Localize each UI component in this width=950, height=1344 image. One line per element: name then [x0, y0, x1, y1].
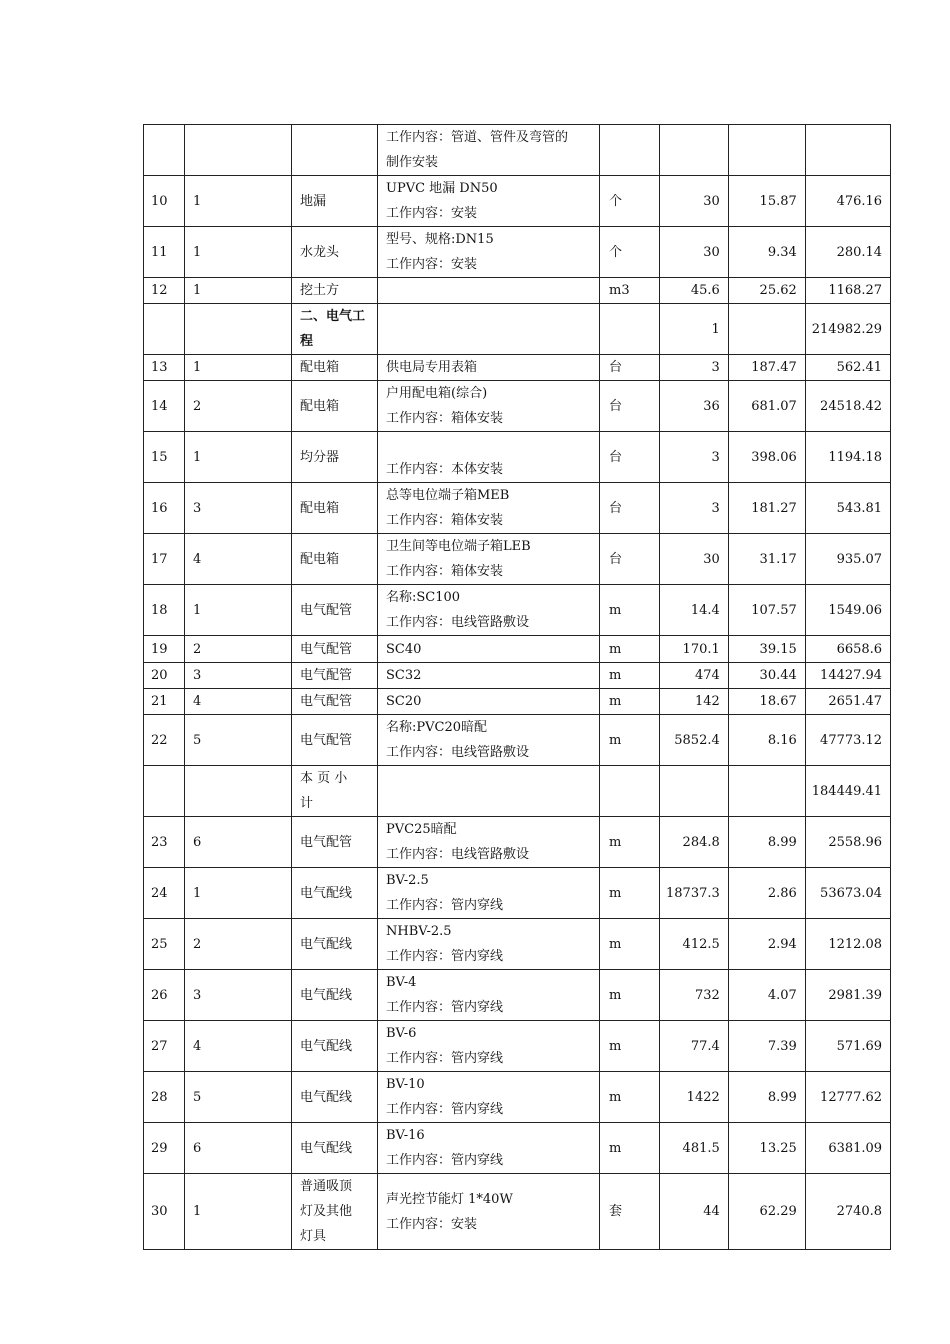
- seq-cell: 12: [144, 278, 185, 304]
- quantity-cell: 36: [660, 381, 729, 432]
- table-row: [144, 1072, 891, 1123]
- item-name-cell: 水龙头: [292, 227, 378, 278]
- item-description-cell: [378, 663, 600, 689]
- unit-price-cell: 39.15: [728, 636, 805, 663]
- sub-seq-cell: 3: [185, 663, 292, 689]
- unit-price-cell: 7.39: [728, 1021, 805, 1072]
- item-description-cell: [378, 636, 600, 663]
- total-price-cell: 6381.09: [805, 1123, 890, 1174]
- unit-cell: m: [600, 663, 660, 689]
- unit-cell: 台: [600, 432, 660, 483]
- description-line: 工作内容：管内穿线: [386, 1000, 504, 1015]
- quantity-cell: 412.5: [660, 919, 729, 970]
- total-price-cell: 935.07: [805, 534, 890, 585]
- unit-price-cell: 9.34: [728, 227, 805, 278]
- unit-cell: m: [600, 1123, 660, 1174]
- sub-seq-cell: 1: [185, 176, 292, 227]
- item-name-cell: 二、电气工程: [292, 304, 378, 355]
- total-price-cell: 543.81: [805, 483, 890, 534]
- table-row: [144, 355, 891, 381]
- description-line: 工作内容：箱体安装: [386, 513, 504, 528]
- unit-cell: 个: [600, 227, 660, 278]
- item-name-cell: 配电箱: [292, 355, 378, 381]
- item-name-cell: 电气配管: [292, 663, 378, 689]
- item-name-line: 灯具: [300, 1229, 327, 1244]
- description-line: 工作内容：管内穿线: [386, 1051, 504, 1066]
- total-price-cell: 571.69: [805, 1021, 890, 1072]
- quantity-cell: [660, 125, 729, 176]
- quantity-cell: 30: [660, 534, 729, 585]
- table-row: [144, 381, 891, 432]
- unit-cell: 台: [600, 381, 660, 432]
- sub-seq-cell: 2: [185, 636, 292, 663]
- seq-cell: 16: [144, 483, 185, 534]
- unit-cell: 台: [600, 355, 660, 381]
- item-description-cell: [378, 585, 600, 636]
- total-price-cell: 184449.41: [805, 766, 890, 817]
- table-row: [144, 1123, 891, 1174]
- item-name-cell: 配电箱: [292, 381, 378, 432]
- description-line: BV-4: [386, 975, 417, 990]
- total-price-cell: 14427.94: [805, 663, 890, 689]
- item-name-cell: 电气配线: [292, 1072, 378, 1123]
- table-row: [144, 1174, 891, 1250]
- seq-cell: [144, 125, 185, 176]
- unit-cell: 个: [600, 176, 660, 227]
- item-name-cell: 配电箱: [292, 483, 378, 534]
- table-row: [144, 585, 891, 636]
- description-line: 工作内容：本体安装: [386, 462, 504, 477]
- total-price-cell: 1194.18: [805, 432, 890, 483]
- description-line: BV-6: [386, 1026, 417, 1041]
- seq-cell: 30: [144, 1174, 185, 1250]
- table-row: [144, 176, 891, 227]
- item-name-line: 普通吸顶: [300, 1179, 353, 1194]
- description-line: 供电局专用表箱: [386, 360, 478, 375]
- total-price-cell: 1212.08: [805, 919, 890, 970]
- description-line: SC40: [386, 641, 422, 657]
- unit-cell: [600, 766, 660, 817]
- table-row: [144, 919, 891, 970]
- total-price-cell: 1168.27: [805, 278, 890, 304]
- unit-price-cell: [728, 125, 805, 176]
- total-price-cell: 53673.04: [805, 868, 890, 919]
- seq-cell: 18: [144, 585, 185, 636]
- unit-price-cell: 4.07: [728, 970, 805, 1021]
- seq-cell: 25: [144, 919, 185, 970]
- item-name-cell: 电气配线: [292, 1123, 378, 1174]
- total-price-cell: 280.14: [805, 227, 890, 278]
- total-price-cell: 6658.6: [805, 636, 890, 663]
- total-price-cell: [805, 125, 890, 176]
- item-description-cell: [378, 1174, 600, 1250]
- item-name-cell: 挖土方: [292, 278, 378, 304]
- item-description-cell: [378, 766, 600, 817]
- table-row: [144, 766, 891, 817]
- total-price-cell: 2981.39: [805, 970, 890, 1021]
- sub-seq-cell: [185, 766, 292, 817]
- quantity-cell: 481.5: [660, 1123, 729, 1174]
- sub-seq-cell: 1: [185, 585, 292, 636]
- quantity-cell: 18737.3: [660, 868, 729, 919]
- unit-price-cell: 2.86: [728, 868, 805, 919]
- description-line: 工作内容：箱体安装: [386, 564, 504, 579]
- description-line: SC32: [386, 668, 422, 683]
- unit-price-cell: 181.27: [728, 483, 805, 534]
- item-name-cell: [292, 125, 378, 176]
- item-description-cell: [378, 1021, 600, 1072]
- unit-price-cell: 8.16: [728, 715, 805, 766]
- sub-seq-cell: 1: [185, 1174, 292, 1250]
- quantity-cell: 45.6: [660, 278, 729, 304]
- description-line: 工作内容：管内穿线: [386, 898, 504, 913]
- description-line: 工作内容：电线管路敷设: [386, 745, 530, 760]
- unit-cell: m: [600, 585, 660, 636]
- item-description-cell: [378, 715, 600, 766]
- seq-cell: 23: [144, 817, 185, 868]
- sub-seq-cell: 2: [185, 919, 292, 970]
- description-line: NHBV-2.5: [386, 924, 452, 939]
- item-name-cell: [292, 1174, 378, 1250]
- item-description-cell: [378, 970, 600, 1021]
- item-description-cell: [378, 868, 600, 919]
- description-line: 工作内容：安装: [386, 206, 478, 221]
- item-description-cell: [378, 227, 600, 278]
- unit-cell: m: [600, 1072, 660, 1123]
- item-description-cell: [378, 817, 600, 868]
- table-row: [144, 534, 891, 585]
- seq-cell: [144, 304, 185, 355]
- unit-cell: m: [600, 715, 660, 766]
- table-row: [144, 227, 891, 278]
- table-row: [144, 715, 891, 766]
- table-row: [144, 636, 891, 663]
- table-row: [144, 868, 891, 919]
- quantity-bill-sheet: [143, 124, 891, 1250]
- table-row: [144, 689, 891, 715]
- seq-cell: 21: [144, 689, 185, 715]
- quantity-cell: 170.1: [660, 636, 729, 663]
- description-line: 工作内容：管内穿线: [386, 949, 504, 964]
- description-line: 制作安装: [386, 155, 439, 170]
- description-line: 工作内容：安装: [386, 257, 478, 272]
- unit-price-cell: 8.99: [728, 817, 805, 868]
- item-name-cell: 均分器: [292, 432, 378, 483]
- unit-cell: m: [600, 817, 660, 868]
- unit-price-cell: 18.67: [728, 689, 805, 715]
- total-price-cell: 24518.42: [805, 381, 890, 432]
- seq-cell: [144, 766, 185, 817]
- seq-cell: 20: [144, 663, 185, 689]
- table-row: [144, 304, 891, 355]
- item-description-cell: [378, 432, 600, 483]
- sub-seq-cell: 4: [185, 534, 292, 585]
- seq-cell: 29: [144, 1123, 185, 1174]
- item-name-cell: 电气配管: [292, 585, 378, 636]
- quantity-cell: 5852.4: [660, 715, 729, 766]
- total-price-cell: 2740.8: [805, 1174, 890, 1250]
- unit-cell: m: [600, 636, 660, 663]
- seq-cell: 22: [144, 715, 185, 766]
- unit-cell: m: [600, 689, 660, 715]
- item-name-cell: 配电箱: [292, 534, 378, 585]
- sub-seq-cell: 5: [185, 715, 292, 766]
- unit-price-cell: 31.17: [728, 534, 805, 585]
- sub-seq-cell: 6: [185, 1123, 292, 1174]
- sub-seq-cell: 4: [185, 689, 292, 715]
- item-description-cell: [378, 919, 600, 970]
- unit-price-cell: [728, 304, 805, 355]
- unit-cell: [600, 304, 660, 355]
- description-line: 户用配电箱(综合): [386, 386, 488, 401]
- unit-cell: m3: [600, 278, 660, 304]
- item-description-cell: [378, 176, 600, 227]
- quantity-cell: 142: [660, 689, 729, 715]
- quantity-cell: 3: [660, 355, 729, 381]
- description-line: 工作内容：电线管路敷设: [386, 847, 530, 862]
- total-price-cell: 476.16: [805, 176, 890, 227]
- table-row: [144, 1021, 891, 1072]
- item-description-cell: [378, 278, 600, 304]
- unit-cell: [600, 125, 660, 176]
- item-description-cell: [378, 1123, 600, 1174]
- quantity-cell: 1422: [660, 1072, 729, 1123]
- item-name-line: 灯及其他: [300, 1204, 353, 1219]
- seq-cell: 27: [144, 1021, 185, 1072]
- total-price-cell: 12777.62: [805, 1072, 890, 1123]
- sub-seq-cell: 5: [185, 1072, 292, 1123]
- seq-cell: 26: [144, 970, 185, 1021]
- sub-seq-cell: [185, 125, 292, 176]
- total-price-cell: 562.41: [805, 355, 890, 381]
- unit-price-cell: 62.29: [728, 1174, 805, 1250]
- unit-price-cell: 681.07: [728, 381, 805, 432]
- total-price-cell: 2651.47: [805, 689, 890, 715]
- seq-cell: 14: [144, 381, 185, 432]
- item-name-line: 本 页 小: [300, 771, 348, 786]
- quantity-cell: [660, 766, 729, 817]
- item-name-cell: 电气配线: [292, 919, 378, 970]
- table-body: [144, 125, 891, 1250]
- sub-seq-cell: 6: [185, 817, 292, 868]
- bill-of-quantities-table: [143, 124, 891, 1250]
- description-line: 工作内容：管道、管件及弯管的: [386, 130, 569, 145]
- description-line: 工作内容：安装: [386, 1216, 478, 1232]
- description-line: 名称:PVC20暗配: [386, 720, 488, 735]
- item-name-cell: 电气配管: [292, 817, 378, 868]
- item-name-cell: 电气配管: [292, 715, 378, 766]
- sub-seq-cell: [185, 304, 292, 355]
- table-row: [144, 817, 891, 868]
- quantity-cell: 30: [660, 227, 729, 278]
- quantity-cell: 1: [660, 304, 729, 355]
- item-name-cell: 电气配线: [292, 970, 378, 1021]
- total-price-cell: 2558.96: [805, 817, 890, 868]
- item-description-cell: [378, 355, 600, 381]
- unit-price-cell: 30.44: [728, 663, 805, 689]
- table-row: [144, 125, 891, 176]
- item-name-cell: [292, 766, 378, 817]
- description-line: UPVC 地漏 DN50: [386, 181, 498, 196]
- description-line: BV-2.5: [386, 873, 429, 888]
- quantity-cell: 44: [660, 1174, 729, 1250]
- unit-price-cell: 15.87: [728, 176, 805, 227]
- table-row: [144, 278, 891, 304]
- unit-price-cell: 398.06: [728, 432, 805, 483]
- seq-cell: 10: [144, 176, 185, 227]
- description-line: 声光控节能灯 1*40W: [386, 1191, 513, 1207]
- seq-cell: 17: [144, 534, 185, 585]
- seq-cell: 19: [144, 636, 185, 663]
- quantity-cell: 77.4: [660, 1021, 729, 1072]
- sub-seq-cell: 3: [185, 970, 292, 1021]
- sub-seq-cell: 1: [185, 355, 292, 381]
- seq-cell: 13: [144, 355, 185, 381]
- unit-cell: m: [600, 970, 660, 1021]
- unit-price-cell: 187.47: [728, 355, 805, 381]
- quantity-cell: 284.8: [660, 817, 729, 868]
- unit-price-cell: 2.94: [728, 919, 805, 970]
- description-line: 名称:SC100: [386, 590, 461, 605]
- total-price-cell: 47773.12: [805, 715, 890, 766]
- sub-seq-cell: 1: [185, 278, 292, 304]
- description-line: BV-10: [386, 1077, 425, 1092]
- item-description-cell: [378, 304, 600, 355]
- description-line: BV-16: [386, 1128, 425, 1143]
- description-line: PVC25暗配: [386, 822, 457, 837]
- description-line: 工作内容：管内穿线: [386, 1153, 504, 1168]
- total-price-cell: 1549.06: [805, 585, 890, 636]
- unit-cell: 台: [600, 483, 660, 534]
- quantity-cell: 732: [660, 970, 729, 1021]
- quantity-cell: 3: [660, 432, 729, 483]
- item-name-cell: 地漏: [292, 176, 378, 227]
- item-name-cell: 电气配线: [292, 1021, 378, 1072]
- item-name-cell: 电气配管: [292, 636, 378, 663]
- sub-seq-cell: 3: [185, 483, 292, 534]
- table-row: [144, 432, 891, 483]
- unit-cell: 套: [600, 1174, 660, 1250]
- item-description-cell: [378, 483, 600, 534]
- description-line: 总等电位端子箱MEB: [386, 488, 510, 503]
- unit-price-cell: 13.25: [728, 1123, 805, 1174]
- description-line: SC20: [386, 694, 422, 709]
- seq-cell: 24: [144, 868, 185, 919]
- total-price-cell: 214982.29: [805, 304, 890, 355]
- description-line: 工作内容：箱体安装: [386, 411, 504, 426]
- unit-price-cell: 25.62: [728, 278, 805, 304]
- item-description-cell: [378, 381, 600, 432]
- description-line: 型号、规格:DN15: [386, 232, 494, 247]
- sub-seq-cell: 4: [185, 1021, 292, 1072]
- item-description-cell: [378, 534, 600, 585]
- sub-seq-cell: 1: [185, 432, 292, 483]
- item-description-cell: [378, 689, 600, 715]
- quantity-cell: 3: [660, 483, 729, 534]
- item-name-cell: 电气配管: [292, 689, 378, 715]
- seq-cell: 28: [144, 1072, 185, 1123]
- unit-price-cell: 8.99: [728, 1072, 805, 1123]
- quantity-cell: 14.4: [660, 585, 729, 636]
- description-line: 工作内容：管内穿线: [386, 1102, 504, 1117]
- sub-seq-cell: 1: [185, 227, 292, 278]
- table-row: [144, 970, 891, 1021]
- item-name-cell: 电气配线: [292, 868, 378, 919]
- quantity-cell: 30: [660, 176, 729, 227]
- sub-seq-cell: 1: [185, 868, 292, 919]
- table-row: [144, 663, 891, 689]
- item-description-cell: [378, 1072, 600, 1123]
- seq-cell: 15: [144, 432, 185, 483]
- description-line: [386, 432, 593, 457]
- item-description-cell: [378, 125, 600, 176]
- unit-cell: m: [600, 1021, 660, 1072]
- unit-price-cell: [728, 766, 805, 817]
- quantity-cell: 474: [660, 663, 729, 689]
- description-line: 卫生间等电位端子箱LEB: [386, 539, 531, 554]
- table-row: [144, 483, 891, 534]
- unit-cell: 台: [600, 534, 660, 585]
- sub-seq-cell: 2: [185, 381, 292, 432]
- unit-cell: m: [600, 868, 660, 919]
- seq-cell: 11: [144, 227, 185, 278]
- unit-price-cell: 107.57: [728, 585, 805, 636]
- unit-cell: m: [600, 919, 660, 970]
- description-line: 工作内容：电线管路敷设: [386, 615, 530, 630]
- item-name-line: 计: [300, 796, 314, 811]
